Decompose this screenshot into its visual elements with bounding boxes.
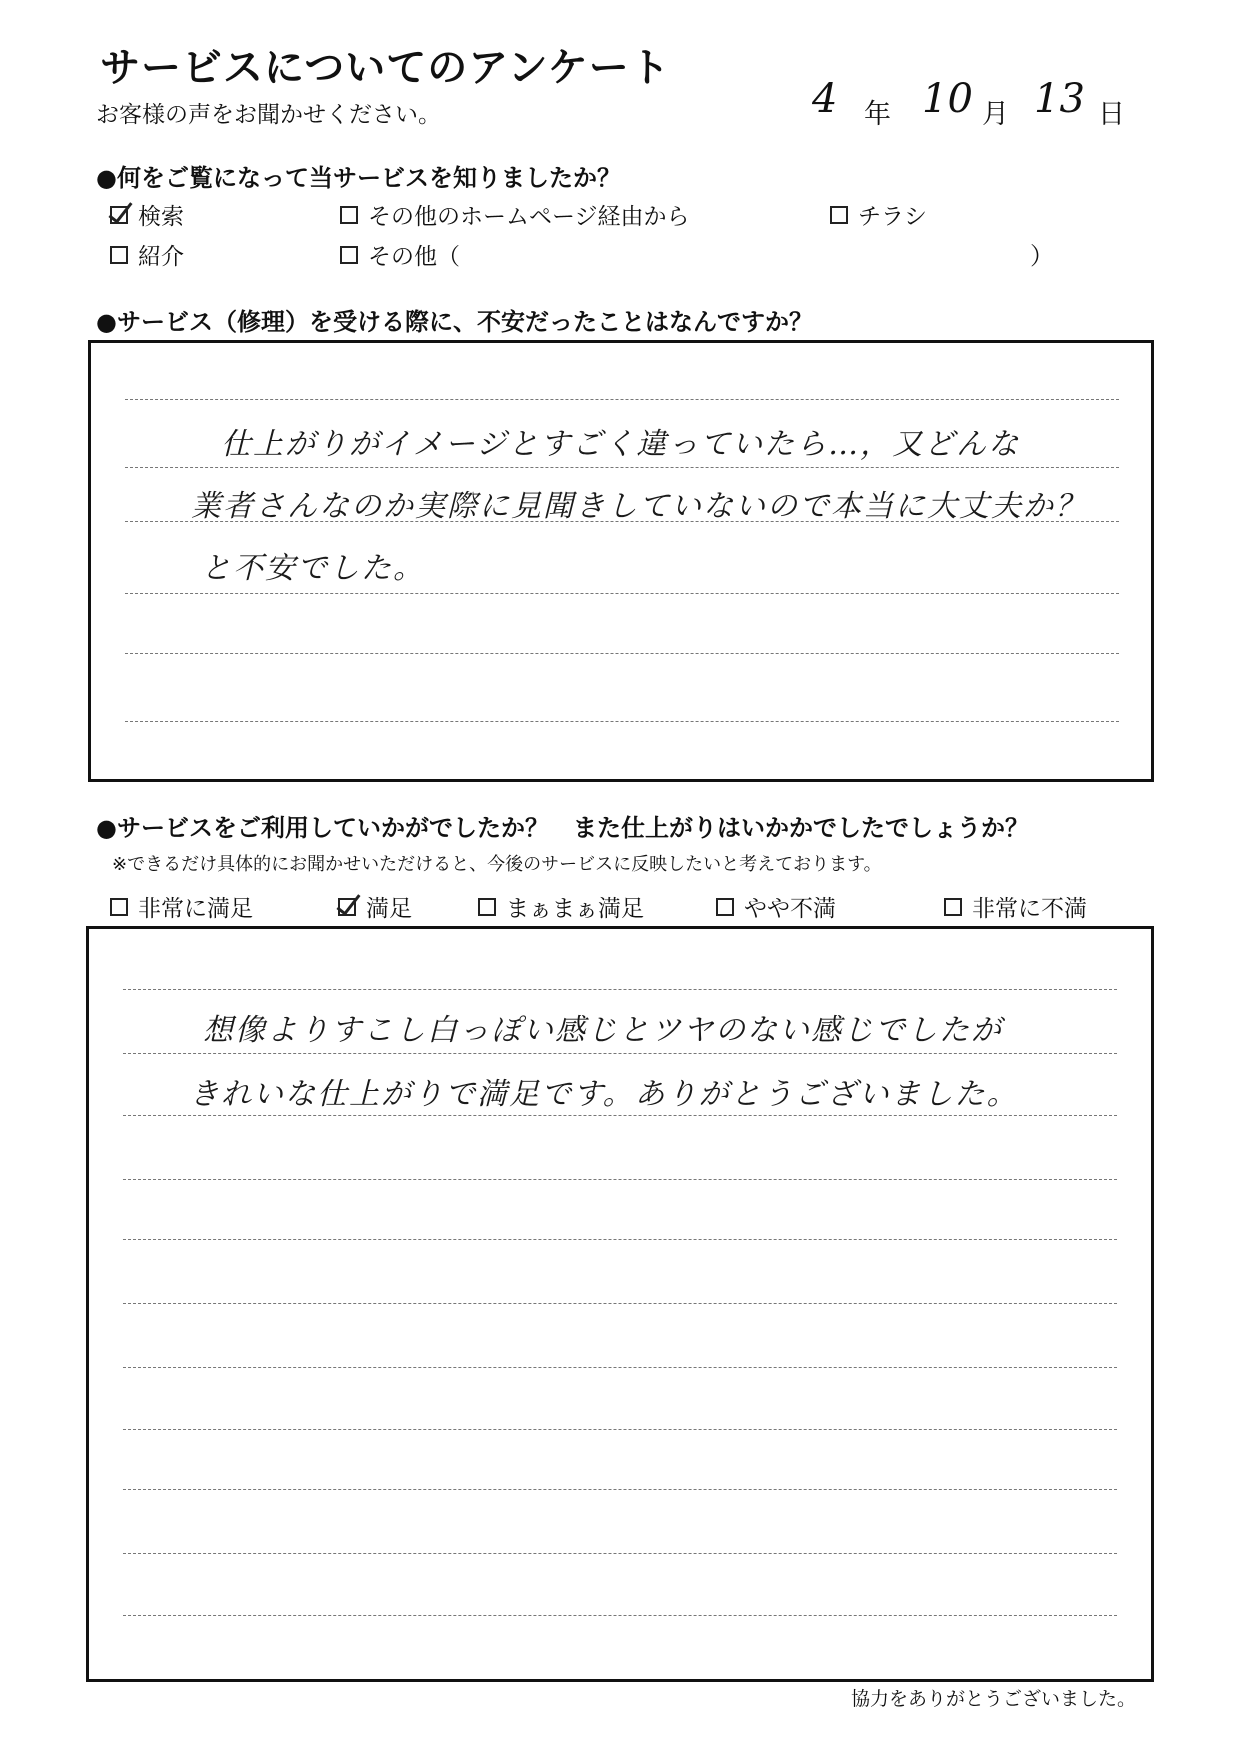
q3-option-very-dissatisfied[interactable] [944, 890, 1087, 923]
date-month-unit: 月 [982, 99, 1009, 130]
q1-option-label: チラシ [858, 204, 927, 230]
survey-subtitle: お客様の声をお聞かせください。 [96, 102, 441, 128]
checkbox-icon[interactable] [478, 898, 496, 916]
checkbox-icon[interactable] [716, 898, 734, 916]
ruled-line [123, 1429, 1117, 1430]
q1-option-other[interactable] [340, 238, 460, 271]
ruled-line [123, 1053, 1117, 1054]
ruled-line [125, 721, 1119, 722]
q3-option-label: 非常に満足 [138, 896, 253, 922]
ruled-line [123, 1489, 1117, 1490]
q1-option-other-website[interactable] [340, 198, 690, 231]
checkbox-icon[interactable] [830, 206, 848, 224]
handwritten-answer-line: 想像よりすこし白っぽい感じとツヤのない感じでしたが [203, 1013, 1003, 1048]
date-month: 10 [922, 76, 973, 122]
ruled-line [125, 653, 1119, 654]
q1-option-label: その他のホームページ経由から [368, 204, 690, 230]
ruled-line [123, 1179, 1117, 1180]
q3-option-label: 非常に不満 [972, 896, 1087, 922]
handwritten-answer-line: 業者さんなのか実際に見聞きしていないので本当に大丈夫か？ [191, 489, 1087, 524]
ruled-line [123, 1115, 1117, 1116]
ruled-line [123, 1553, 1117, 1554]
date-year: 4 [812, 76, 838, 122]
q3-option-label: 満足 [366, 896, 412, 922]
ruled-line [125, 467, 1119, 468]
footer-thanks: 協力をありがとうございました。 [850, 1688, 1136, 1710]
q2-answer-box[interactable] [88, 340, 1154, 782]
q1-option-flyer[interactable] [830, 198, 927, 231]
ruled-line [125, 593, 1119, 594]
checkbox-icon[interactable] [110, 898, 128, 916]
checkbox-icon[interactable] [944, 898, 962, 916]
q3-option-label: やや不満 [744, 896, 836, 922]
ruled-line [123, 989, 1117, 990]
q3-option-somewhat-satisfied[interactable] [478, 890, 644, 923]
checkbox-checked-icon[interactable] [110, 206, 128, 224]
q3-option-label: まぁまぁ満足 [506, 896, 644, 922]
date-day: 13 [1034, 76, 1085, 122]
q3-question: ●サービスをご利用していかがでしたか？ また仕上がりはいかかでしたでしょうか？ [96, 814, 1029, 842]
q1-question: ●何をご覧になって当サービスを知りましたか？ [96, 164, 621, 192]
q3-option-satisfied[interactable] [338, 890, 412, 923]
survey-title: サービスについてのアンケート [100, 45, 671, 91]
checkbox-checked-icon[interactable] [338, 898, 356, 916]
q1-option-search[interactable] [110, 198, 184, 231]
checkbox-icon[interactable] [110, 246, 128, 264]
q3-option-somewhat-dissatisfied[interactable] [716, 890, 836, 923]
q2-question: ●サービス（修理）を受ける際に、不安だったことはなんですか？ [96, 308, 813, 336]
ruled-line [123, 1367, 1117, 1368]
ruled-line [123, 1239, 1117, 1240]
q1-option-label: 紹介 [138, 244, 184, 270]
q1-other-close-paren: ） [1030, 242, 1054, 270]
q1-option-referral[interactable] [110, 238, 184, 271]
handwritten-answer-line: と不安でした。 [201, 551, 425, 586]
ruled-line [125, 399, 1119, 400]
q3-answer-box[interactable] [86, 926, 1154, 1682]
q3-note: ※できるだけ具体的にお聞かせいただけると、今後のサービスに反映したいと考えております。 [112, 854, 882, 875]
date-day-unit: 日 [1098, 99, 1125, 130]
ruled-line [123, 1615, 1117, 1616]
handwritten-answer-line: 仕上がりがイメージとすごく違っていたら…，又どんな [221, 427, 1021, 462]
handwritten-answer-line: きれいな仕上がりで満足です。ありがとうございました。 [189, 1077, 1019, 1112]
q1-option-label: その他（ [368, 244, 460, 270]
date-year-unit: 年 [864, 99, 891, 130]
checkbox-icon[interactable] [340, 246, 358, 264]
q1-option-label: 検索 [138, 204, 184, 230]
q3-option-very-satisfied[interactable] [110, 890, 253, 923]
checkbox-icon[interactable] [340, 206, 358, 224]
ruled-line [123, 1303, 1117, 1304]
